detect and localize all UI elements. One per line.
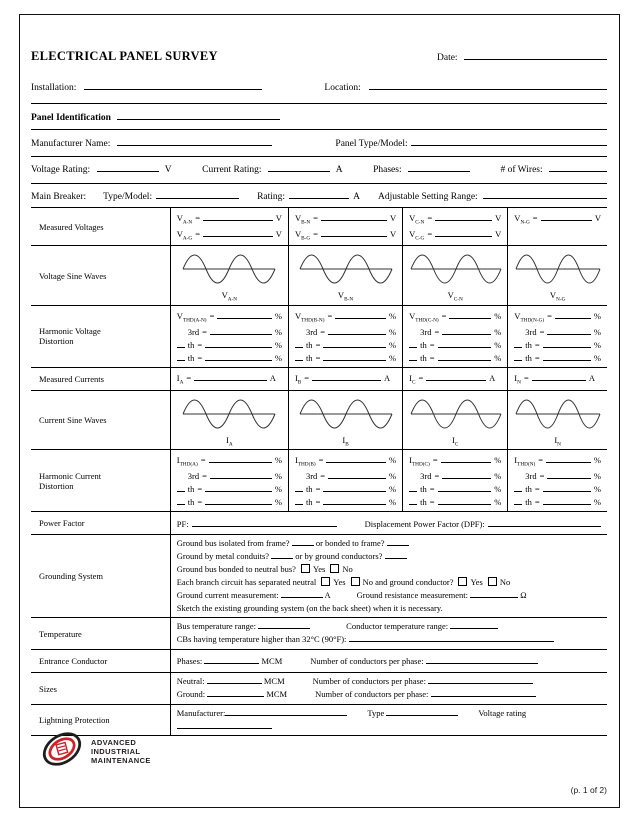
value-blank [547,470,590,479]
main-breaker-label: Main Breaker: [31,192,87,202]
value-blank [387,537,409,546]
order-blank [295,496,303,505]
value-blank [442,470,491,479]
survey-table [31,207,607,736]
value-blank [203,212,273,221]
ground-resistance-label: Ground resistance measurement: [356,590,469,601]
value-blank [547,326,590,335]
value-blank [323,352,386,361]
unit-label: V [389,228,397,239]
current-sine-waves-row [31,390,607,450]
value-blank [435,212,492,221]
order-blank [514,496,522,505]
voltage-rating-label: Voltage Rating: [31,165,91,175]
installation-label: Installation: [31,83,77,93]
checkbox-icon [301,564,310,573]
wires-group [500,163,607,175]
order-blank [409,352,417,361]
phases-group [373,163,470,175]
ground-conduits-label: Ground by metal conduits? [176,551,270,562]
unit-label: Ω [520,590,527,601]
adjustable-setting-blank [483,190,607,199]
unit-label: A [269,372,276,383]
value-blank [438,352,492,361]
value-blank [210,326,272,335]
value-blank [441,454,492,463]
current-wave-cell-c [403,390,508,450]
mcm-label: MCM [263,676,285,687]
ground-conductor-label: and ground conductor? [375,577,454,588]
power-factor-cell [170,512,607,535]
sketch-note: Sketch the existing grounding system (on the back sheet) when it is necessary. [176,603,443,614]
divider [31,129,607,130]
value-blank [194,372,267,381]
value-blank [312,372,381,381]
wave-label: $I_A$ [226,434,233,448]
harmonic-current-cell-b: $I_{THD(B)}$ = % 3rd = % th = % th = % [288,450,402,512]
quantity-symbol: $I_B$ [294,372,302,386]
value-blank [532,372,586,381]
row-label: Harmonic Voltage Distortion [39,326,101,347]
measured-current-cell-n: $I_N$ = A [508,367,607,390]
power-factor-row [31,512,607,535]
value-blank [386,707,458,716]
harmonic-voltage-row [31,306,607,368]
breaker-type-model-blank [156,190,239,199]
panel-identification-row [31,111,607,123]
page-title: ELECTRICAL PANEL SURVEY [31,49,218,63]
value-blank [449,310,491,319]
value-blank [546,454,591,463]
row-label: Current Sine Waves [39,415,107,426]
value-blank [205,339,272,348]
value-blank [321,228,387,237]
breaker-rating-blank [289,190,349,199]
measured-current-cell-a: $I_A$ = A [170,367,288,390]
row-label: Lightning Protection [39,715,110,726]
form-page [19,14,620,808]
divider [31,103,607,104]
value-blank [543,352,591,361]
quantity-symbol: $I_A$ [176,372,184,386]
temperature-row [31,618,607,650]
num-wires-blank [549,163,607,172]
checkbox-icon [458,577,467,586]
third-harmonic-label: 3rd [187,326,200,337]
value-blank [442,326,491,335]
ratings-row [31,163,607,175]
value-blank [205,483,272,492]
sine-wave-icon [177,393,282,436]
harmonic-current-cell-c: $I_{THD(C)}$ = % 3rd = % th = % th = % [403,450,508,512]
order-blank [177,339,185,348]
dpf-blank [488,518,601,527]
current-rating-label: Current Rating: [202,165,262,175]
voltage-sine-waves-row [31,246,607,306]
sine-wave-icon [514,248,601,291]
row-label: Measured Currents [39,373,104,384]
row-label: Grounding System [39,571,103,582]
checkbox-icon [351,577,360,586]
order-blank [177,483,185,492]
value-blank [281,589,323,598]
quantity-symbol: $V_{THD(B-N)}$ [294,311,325,324]
grounding-system-cell: Ground bus isolated from frame? or bonded to frame? Ground by metal conduits? or by ground conductors? Ground bus bonded to neutral bus? Yes No Each branch circuit has separated neutral Yes No and ground conductor? Yes No Ground current measurement: A Ground resistance measurement: Ω Sketch the existing grounding system (on the back sheet) when it is necessary. [170,535,607,618]
divider [31,156,607,157]
unit-label: A [324,590,331,601]
quantity-symbol: $V_{C-G}$ [409,228,425,242]
company-logo-icon [40,727,84,776]
sine-wave-icon [409,393,501,436]
grounding-system-row [31,535,607,618]
temperature-cell [170,618,607,650]
title-row [31,49,607,64]
sine-wave-icon [409,248,501,291]
current-wave-cell-b [288,390,402,450]
equals-sign: = [195,228,201,239]
type-label: Type [367,708,385,719]
value-blank [470,589,518,598]
voltage-wave-cell-n [508,246,607,306]
checkbox-icon [330,564,339,573]
manufacturer-label: Manufacturer: [176,708,226,719]
equals-sign: = [313,228,318,239]
harmonic-voltage-cell-b: $V_{THD(B-N)}$ = % 3rd = % th = % th = % [288,306,402,368]
quantity-symbol: $I_{THD(A)}$ [176,455,198,469]
order-blank [295,483,303,492]
panel-identification-blank [117,111,280,120]
order-blank [177,352,185,361]
value-blank [426,655,538,664]
quantity-symbol: $V_{B-N}$ [294,213,311,226]
row-label: Sizes [39,683,57,694]
value-blank [543,496,591,505]
order-blank [177,496,185,505]
value-blank [321,212,387,221]
location-label: Location: [324,83,361,93]
sine-wave-icon [295,393,396,436]
manufacturer-name-label: Manufacturer Name: [31,139,111,149]
entrance-conductor-row [31,650,607,673]
quantity-symbol: $V_{A-G}$ [176,228,193,242]
value-blank [555,310,591,319]
order-blank [295,339,303,348]
logo-line: MAINTENANCE [91,756,151,765]
current-rating-group [202,163,342,175]
panel-type-model-label: Panel Type/Model: [335,139,408,149]
checkbox-icon [488,577,497,586]
quantity-symbol: $I_{THD(B)}$ [294,455,316,469]
value-blank [450,620,498,629]
sine-wave-icon [177,248,282,291]
equals-sign: = [313,213,318,223]
quantity-symbol: $V_{B-G}$ [294,228,311,242]
quantity-symbol: $I_{THD(N)}$ [514,455,536,469]
voltage-wave-cell-b [288,246,402,306]
value-blank [428,675,533,684]
measured-currents-row [31,367,607,390]
conductor-temp-label: Conductor temperature range: [346,621,449,632]
quantity-symbol: $I_N$ [514,372,521,386]
ground-isolated-label: Ground bus isolated from frame? [176,538,290,549]
quantity-symbol: $V_{N-G}$ [514,213,530,226]
wave-label: $I_B$ [342,434,349,448]
per-phase-label: Number of conductors per phase: [310,655,424,666]
voltage-rating-unit: V [164,165,172,175]
voltage-rating-label: Voltage rating [478,708,527,719]
value-blank [438,483,492,492]
row-label: Harmonic Current Distortion [39,470,102,491]
order-blank [295,352,303,361]
date-blank [464,51,607,60]
divider [31,183,607,184]
voltage-wave-cell-c [403,246,508,306]
value-blank [207,688,264,697]
equals-sign: = [532,213,538,223]
value-blank [177,720,272,729]
value-blank [210,470,272,479]
th-label: th [187,339,195,350]
company-logo [40,727,151,776]
adjustable-setting-label: Adjustable Setting Range: [377,192,478,202]
dpf-label: Displacement Power Factor (DPF): [364,518,485,529]
value-blank [204,655,259,664]
harmonic-current-cell-n: $I_{THD(N)}$ = % 3rd = % th = % th = % [508,450,607,512]
ground-bonded-label: or bonded to frame? [315,538,385,549]
order-blank [409,483,417,492]
order-blank [514,339,522,348]
pf-label: PF: [176,518,189,529]
page-number: (p. 1 of 2) [570,785,607,795]
sine-wave-icon [295,248,396,291]
ground-label: Ground: [176,689,206,700]
measured-current-cell-c: $I_C$ = A [403,367,508,390]
order-blank [514,483,522,492]
branch-circuit-label: Each branch circuit has separated neutral [176,577,317,588]
value-blank [328,470,386,479]
order-blank [514,352,522,361]
quantity-symbol: $V_{C-N}$ [409,213,425,226]
current-rating-unit: A [335,165,343,175]
pf-blank [192,518,337,527]
value-blank [326,454,386,463]
phases-label: Phases: [373,165,402,175]
quantity-symbol: $V_{THD(A-N)}$ [176,311,207,324]
value-blank [543,339,591,348]
row-label: Temperature [39,628,82,639]
value-blank [323,483,386,492]
value-blank [225,707,347,716]
value-blank [258,620,310,629]
value-blank [438,496,492,505]
harmonic-voltage-cell-n: $V_{THD(N-G)}$ = % 3rd = % th = % th = % [508,306,607,368]
unit-label: V [594,213,601,223]
unit-label: V [495,228,502,239]
date-label: Date: [437,53,458,63]
unit-label: V [275,213,282,223]
voltage-rating-group [31,163,172,175]
value-blank [335,310,386,319]
row-label: Voltage Sine Waves [39,270,107,281]
measured-current-cell-b: $I_B$ = A [288,367,402,390]
manufacturer-name-blank [117,137,272,146]
value-blank [207,675,262,684]
breaker-rating-unit: A [353,192,360,202]
value-blank [541,212,592,221]
sine-wave-icon [514,393,601,436]
no-label: No [342,564,353,575]
ground-conductors-label: or by ground conductors? [295,551,383,562]
order-blank [409,496,417,505]
company-logo-text [91,738,151,765]
measured-voltage-cell-b [288,208,402,246]
sizes-row [31,673,607,705]
unit-label: V [495,213,502,223]
equals-sign: = [195,213,201,223]
bus-temp-label: Bus temperature range: [176,621,257,632]
breaker-rating-label: Rating: [257,192,286,202]
current-wave-cell-n [508,390,607,450]
sizes-cell: Neutral: MCM Number of conductors per phase: Ground: MCM Number of conductors per phase: [170,673,607,705]
checkbox-icon [321,577,330,586]
harmonic-current-cell-a: $I_{THD(A)}$ = % 3rd = % th = % th = % [170,450,288,512]
cbs-temp-label: CBs having temperature higher than 32°C (90°F): [176,634,347,645]
measured-voltage-cell-a [170,208,288,246]
date-field-group [437,51,607,63]
value-blank [205,496,272,505]
equals-sign: = [427,228,433,239]
percent-label: % [274,311,282,322]
row-label: Measured Voltages [39,221,104,232]
value-blank [203,228,273,237]
wave-label: $V_{A-N}$ [221,290,238,304]
voltage-wave-cell-a [170,246,288,306]
logo-line: ADVANCED [91,738,137,747]
wave-label: $V_{B-N}$ [337,290,354,304]
value-blank [217,310,271,319]
value-blank [271,550,293,559]
panel-type-model-blank [411,137,607,146]
manufacturer-row [31,137,607,149]
wave-label: $I_N$ [554,434,561,448]
installation-row [31,81,607,93]
unit-label: V [389,213,397,223]
entrance-conductor-cell [170,650,607,673]
current-rating-blank [268,163,330,172]
wave-label: $V_{C-N}$ [447,290,463,304]
neutral-label: Neutral: [176,676,205,687]
value-blank [385,550,407,559]
per-phase-label: Number of conductors per phase: [312,676,426,687]
row-label: Entrance Conductor [39,656,108,667]
lightning-protection-cell [170,705,607,736]
quantity-symbol: $V_{A-N}$ [176,213,193,226]
harmonic-current-row [31,450,607,512]
logo-line: INDUSTRIAL [91,747,141,756]
quantity-symbol: $I_C$ [409,372,416,386]
unit-label: V [275,228,282,239]
measured-voltage-cell-n [508,208,607,246]
measured-voltage-cell-c [403,208,508,246]
value-blank [205,352,272,361]
mcm-label: MCM [261,655,283,666]
value-blank [431,688,536,697]
order-blank [409,339,417,348]
value-blank [323,496,386,505]
value-blank [435,228,492,237]
ground-current-label: Ground current measurement: [176,590,279,601]
measured-voltages-row [31,208,607,246]
row-label: Power Factor [39,518,85,529]
harmonic-voltage-cell-a: $V_{THD(A-N)}$ = % 3rd = % th = % th = % [170,306,288,368]
quantity-symbol: $V_{THD(C-N)}$ [409,311,439,324]
phases-blank [408,163,470,172]
breaker-type-model-label: Type/Model: [103,192,153,202]
main-breaker-row [31,190,607,202]
equals-sign: = [427,213,433,223]
wave-label: $I_C$ [452,434,459,448]
quantity-symbol: $V_{THD(N-G)}$ [514,311,545,324]
wave-label: $V_{N-G}$ [549,290,566,304]
quantity-symbol: $I_{THD(C)}$ [409,455,430,469]
value-blank [426,372,486,381]
ground-neutral-label: Ground bus bonded to neutral bus? [176,564,296,575]
value-blank [543,483,591,492]
value-blank [209,454,272,463]
voltage-rating-blank [97,163,159,172]
value-blank [328,326,386,335]
value-blank [349,633,554,642]
value-blank [292,537,314,546]
num-wires-label: # of Wires: [500,165,543,175]
harmonic-voltage-cell-c: $V_{THD(C-N)}$ = % 3rd = % th = % th = % [403,306,508,368]
value-blank [438,339,492,348]
installation-blank [84,81,262,90]
panel-identification-label: Panel Identification [31,113,111,123]
location-blank [369,81,607,90]
yes-label: Yes [312,564,326,575]
current-wave-cell-a [170,390,288,450]
phases-label: Phases: [176,655,203,666]
value-blank [323,339,386,348]
